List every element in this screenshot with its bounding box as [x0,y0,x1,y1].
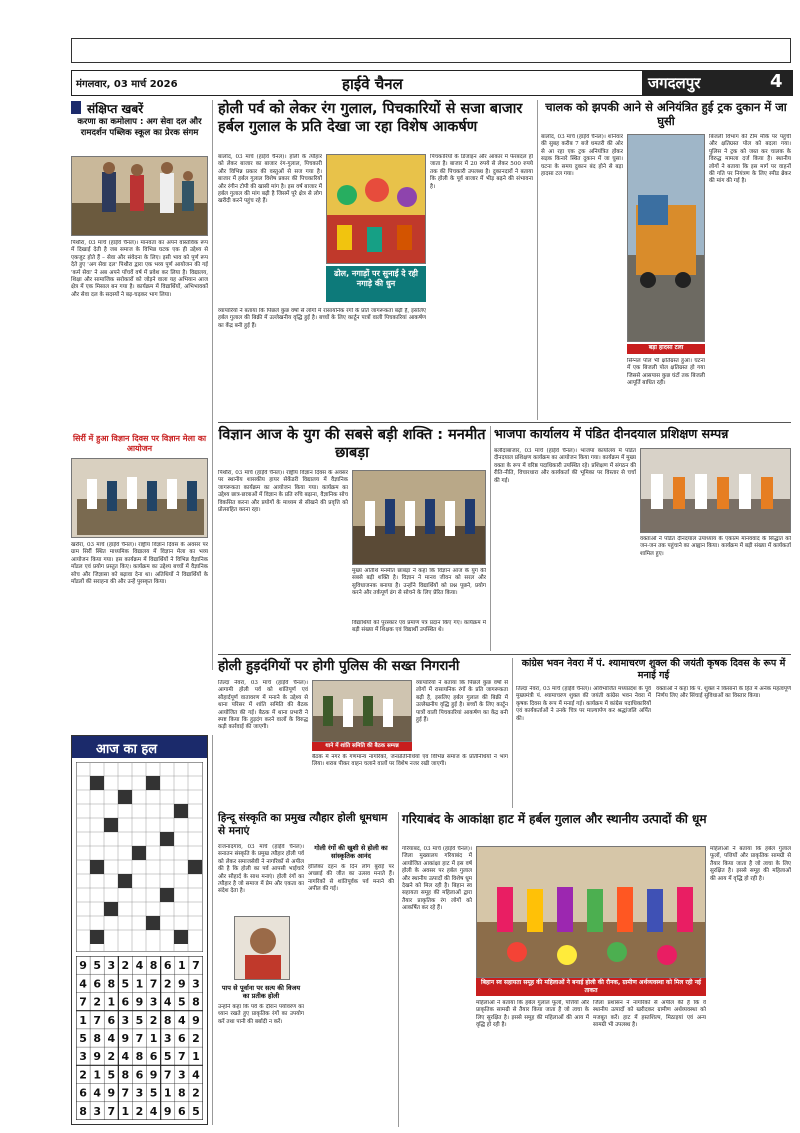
sudoku-cell: 8 [149,959,158,973]
police-photo-art [313,681,412,742]
holi-culture-portrait [234,916,290,980]
bjp-body-2: वक्ताओं ने पंडित दीनदयाल उपाध्याय के एकात्म मानववाद के सिद्धांत को जन-जन तक पहुंचाने का आह्वान किया। कार्यक्रम में बड़ी संख्या में कार्यकर्ता शामिल हुए। [640,536,791,557]
sudoku-cell: 9 [178,977,186,991]
sudoku-cell: 1 [192,1050,200,1064]
sudoku-cell: 9 [135,995,144,1009]
sudoku-cell: 6 [149,1050,158,1064]
col-divider-4 [512,658,513,808]
sudoku-cell: 3 [79,1050,87,1064]
sudoku-cell: 4 [93,1086,101,1100]
holi-culture-portrait-art [235,917,290,980]
col-divider-1 [212,100,213,670]
sudoku-cell: 3 [93,1104,101,1118]
sudoku-cell: 2 [163,977,172,991]
holi-market-body-3: पिचकारियों के डिजाइन और आकार में फेरबदल हो जाता है। बाजार में 20 रुपये से लेकर 500 रुपये तक की पिचकारी उपलब्ध है। दुकानदारों ने बताया कि होली के पूर्व बाजार में भीड़ बढ़ने की संभावना है। [430,154,533,190]
science-photo-art [353,471,486,565]
sudoku-cell: 3 [178,1068,186,1082]
sudoku-cell: 6 [135,1068,144,1082]
sudoku-cell: 9 [149,1068,158,1082]
sudoku-cell: 6 [107,1013,116,1027]
police-body-3: व्यापारियों ने बताया कि पिछले कुछ वर्षों से लोगों में रासायनिक रंगों के प्रति जागरूकता बढ़ी है, इसलिए हर्बल गुलाल की बिक्री में उल्लेखनीय वृद्धि हुई है। बच्चों के लिए कार्टून पात्रों वाली पिचकारियां आकर्षण का केंद्र बनी हुई हैं। [416,680,508,724]
sudoku-cell: 4 [149,1104,158,1118]
sudoku-cell: 7 [79,995,87,1009]
holi-market-caption: ढोल, नगाड़ों पर सुनाई दे रही नगाड़े की धुन [326,266,426,302]
sudoku-cell: 3 [163,1032,172,1045]
brief-sub-body: खरोरा, 03 मार्च (हाईवे चैनल)। राष्ट्रीय विज्ञान दिवस के अवसर पर ग्राम सिर्री स्थित माध्यमिक विद्यालय में विज्ञान मेला का भव्य आयोजन किया गया। इस कार्यक्रम में विद्यार्थियों ने विभिन्न वैज्ञानिक मॉडल एवं प्रयोग प्रस्तुत किए। कार्यक्रम का उद्देश्य बच्चों में वैज्ञानिक सोच और जिज्ञासा को बढ़ावा देना था। अतिथियों ने विद्यार्थियों के मॉडलों की सराहना की और उन्हें पुरस्कृत किया। [71,542,208,586]
sudoku-cell: 8 [107,977,116,991]
police-caption: थाने में शांति समिति की बैठक सम्पन्न [312,742,412,751]
sudoku-cell: 3 [135,1086,144,1100]
sudoku-cell: 5 [178,995,186,1009]
masthead-city: जगदलपुर [648,74,701,92]
sudoku-cell: 5 [107,1068,116,1082]
congress-headline: कांग्रेस भवन नेवरा में पं. श्यामाचरण शुक्ल की जयंती कृषक दिवस के रूप में मनाई गई [521,658,786,681]
police-body-1: तिल्दा नेवरा, 03 मार्च (हाईवे चैनल)। आगामी होली पर्व को शांतिपूर्ण एवं सौहार्दपूर्ण वातावरण में मनाने के उद्देश्य से थाना परिसर में शांति समिति की बैठक आयोजित की गई। बैठक में थाना प्रभारी ने स्पष्ट किया कि हुड़दंग करने वालों के विरुद्ध कड़ी कार्रवाई की जाएगी। [218,680,308,731]
row-divider-2 [218,654,791,655]
sudoku-cell: 6 [93,977,101,991]
sudoku-cell: 1 [178,959,186,973]
sudoku-cell: 1 [93,1068,101,1082]
holi-market-article [218,100,533,420]
truck-accident-body-1: बालोद, 03 मार्च (हाईवे चैनल)। शनिवार की सुबह करीब 7 बजे धमतरी की ओर से आ रहा एक ट्रक अनियंत्रित होकर सड़क किनारे स्थित दुकान में जा घुसा। घटना के समय दुकान बंद होने से बड़ा हादसा टल गया। [541,134,623,178]
sudoku-cell: 7 [107,1104,116,1118]
congress-body-2: वक्ताओं ने कहा कि पं. शुक्ल ने किसानों के हित में अनेक महत्वपूर्ण निर्णय लिए और सिंचाई सुविधाओं का विस्तार किया। [656,686,791,700]
science-body-2: मुख्य अतिथि मनमीत छाबड़ा ने कहा कि विज्ञान आज के युग की सबसे बड़ी शक्ति है। विज्ञान ने मानव जीवन को सरल और सुविधाजनक बनाया है। उन्होंने विद्यार्थियों को प्रश्न पूछने, प्रयोग करने और तर्कपूर्ण ढंग से सोचने के लिए प्रेरित किया। [352,568,486,597]
police-photo [312,680,412,742]
sudoku-cell: 8 [93,1032,101,1045]
sudoku-cell: 7 [93,1013,101,1027]
brief-photo-art [72,157,208,236]
police-article [218,658,508,808]
sudoku-cell: 5 [121,977,130,991]
sudoku-cell: 9 [79,959,87,973]
holi-market-photo-1 [326,154,426,264]
brief-header-text: संक्षिप्त खबरें [87,102,144,116]
bjp-body-1: बलौदाबाजार, 03 मार्च (हाईवे चैनल)। भाजपा कार्यालय में पंडित दीनदयाल प्रशिक्षण कार्यक्रम का आयोजन किया गया। कार्यक्रम में मुख्य वक्ता के रूप में वरिष्ठ पदाधिकारी उपस्थित रहे। प्रशिक्षण में संगठन की रीति-नीति, विचारधारा और कार्यकर्ता की भूमिका पर विस्तार से चर्चा की गई। [494,448,636,484]
sudoku-cell: 3 [107,959,116,973]
sudoku-cell: 3 [192,977,200,991]
sudoku-cell: 5 [135,1013,144,1027]
sudoku-cell: 4 [163,995,172,1009]
sudoku-cell: 4 [178,1013,186,1027]
sudoku-cell: 2 [93,995,101,1009]
sudoku-grid [76,956,203,1120]
sudoku-cell: 4 [107,1032,116,1045]
police-body-2: बैठक में नगर के गणमान्य नागरिकों, जनप्रतिनिधियों एवं विभिन्न समाज के प्रतिनिधियों ने भाग लिया। शराब पीकर वाहन चलाने वालों पर विशेष नजर रखी जाएगी। [312,754,508,768]
sudoku-cell: 2 [107,1050,116,1064]
brief-sub-photo [71,458,208,538]
puzzle-title-bar [72,736,207,758]
science-headline: विज्ञान आज के युग की सबसे बड़ी शक्ति : मनमीत छाबड़ा [218,427,486,461]
sudoku-cell: 2 [121,959,130,973]
holi-market-body-2: व्यापारियों ने बताया कि पिछले कुछ वर्षों से लोगों में रासायनिक रंगों के प्रति जागरूकता बढ़ी है, इसलिए हर्बल गुलाल की बिक्री में उल्लेखनीय वृद्धि हुई है। बच्चों के लिए कार्टून पात्रों वाली पिचकारियां आकर्षण का केंद्र बनी हुई हैं। [218,308,426,329]
sudoku-cell: 1 [163,1086,172,1100]
sudoku-grid-art [76,956,203,1120]
sudoku-cell: 2 [79,1068,87,1082]
sudoku-cell: 5 [192,1104,200,1118]
sudoku-cell: 6 [163,959,172,973]
sudoku-cell: 9 [163,1104,172,1118]
sudoku-cell: 3 [149,995,158,1009]
col-divider-6 [398,812,399,1127]
sudoku-cell: 7 [135,1032,144,1045]
col-divider-2 [537,100,538,420]
sudoku-cell: 2 [135,1104,144,1118]
sudoku-cell: 9 [192,1013,200,1027]
science-body-3: विद्यार्थियों को पुरस्कार एवं प्रमाण पत्र प्रदान किए गए। कार्यक्रम में बड़ी संख्या में शिक्षक एवं विद्यार्थी उपस्थित थे। [352,620,486,634]
sudoku-cell: 9 [93,1050,101,1064]
masthead-section: हाईवे चैनल [342,75,403,93]
brief-photo [71,156,208,236]
sudoku-cell: 2 [149,1013,158,1027]
holi-market-body-1: बालोद, 03 मार्च (हाईवे चैनल)। होली के त्यौहार को लेकर बाजार का बाजार रंग-गुलाल, पिचकारी और विभिन्न प्रकार की वस्तुओं से सज गया है। बाजार में हर्बल गुलाल विशेष प्रकार की पिचकारियों और रंगीन टोपी की खासी मांग है। इस वर्ष बाजार में हर्बल गुलाल की मांग बढ़ी है जिसमें पूरे क्षेत्र से लोग खरीदी करने पहुंच रहे हैं। [218,154,322,205]
holi-culture-body-2: उन्होंने कहा कि पर्व के दौरान पर्यावरण का ध्यान रखते हुए प्राकृतिक रंगों का उपयोग करें तथा पानी की बर्बादी न करें। [218,1004,304,1025]
sudoku-cell: 1 [79,1013,87,1027]
science-article [218,426,486,651]
sudoku-cell: 6 [79,1086,87,1100]
gariaband-caption: बिहान स्व सहायता समूह की महिलाओं ने बनाई होली की रौनक, ग्रामीण अर्थव्यवस्था को मिल रही नई ताकत [476,978,706,996]
gariaband-photo [476,846,706,978]
gariaband-body-3: जिला प्रशासन ने नागरिकों से अपील की है कि वे स्थानीय उत्पादों को खरीदकर ग्रामीण अर्थव्यवस्था को मजबूत करें। हाट में हस्तशिल्प, मिठाइयां एवं अन्य सामग्री भी उपलब्ध है। [593,1000,706,1029]
bjp-photo-art [641,449,791,533]
sudoku-cell: 7 [121,1086,130,1100]
sudoku-cell: 8 [121,1068,130,1082]
masthead-date: मंगलवार, 03 मार्च 2026 [76,79,178,90]
truck-accident-article [541,100,791,420]
holi-culture-sub-2: गोली रंगों की खुशी से होली का सांस्कृतिक आनंद [314,844,388,860]
sudoku-cell: 8 [178,1086,186,1100]
gariaband-body-1: गरियाबंद, 03 मार्च (हाईवे चैनल)। जिला मुख्यालय गरियाबंद में आयोजित आकांक्षा हाट में इस वर्ष होली के अवसर पर हर्बल गुलाल और स्थानीय उत्पादों की विशेष धूम देखने को मिल रही है। बिहान स्व सहायता समूह की महिलाओं द्वारा तैयार प्राकृतिक रंग लोगों को आकर्षित कर रहे हैं। [402,846,472,912]
crossword-grid [76,762,203,952]
sudoku-cell: 4 [135,959,144,973]
holi-market-headline: होली पर्व को लेकर रंग गुलाल, पिचकारियों से सजा बाजार हर्बल गुलाल के प्रति देखा जा रहा विशेष आकर्षण [218,101,523,135]
holi-culture-headline: हिन्दू संस्कृति का प्रमुख त्यौहार होली धूमधाम से मनाएं [218,812,388,837]
sudoku-cell: 7 [178,1050,186,1064]
police-headline: होली हुड़दंगियों पर होगी पुलिस की सख्त निगरानी [218,658,460,674]
holi-culture-body-3: होलिका दहन के दिन लोग बुराई पर अच्छाई की जीत का उत्सव मनाते हैं। नागरिकों से शांतिपूर्वक पर्व मनाने की अपील की गई। [308,864,394,893]
truck-accident-caption-text: बड़ा हादसा टला [648,344,684,351]
sudoku-cell: 1 [135,977,144,991]
truck-accident-photo [627,134,705,342]
sudoku-cell: 7 [192,959,200,973]
sudoku-cell: 6 [178,1104,186,1118]
sudoku-cell: 3 [121,1013,130,1027]
crossword-grid-art [76,762,203,952]
row-divider-1 [218,422,791,423]
congress-article [516,658,791,808]
bjp-article [494,426,791,651]
gariaband-article [402,812,791,1127]
brief-headline: करणा का कमोलाप : अग सेवा दल और रामदर्शन पब्लिक स्कूल का प्रेरक संगम [77,117,202,138]
gariaband-photo-art [477,847,706,978]
sudoku-cell: 4 [192,1068,200,1082]
sudoku-cell: 9 [107,1086,116,1100]
sudoku-cell: 7 [163,1068,172,1082]
science-body-1: पिथौरा, 03 मार्च (हाईवे चैनल)। राष्ट्रीय विज्ञान दिवस के अवसर पर स्थानीय शासकीय हायर सेकेंडरी विद्यालय में वैज्ञानिक जागरूकता कार्यक्रम का आयोजन किया गया। कार्यक्रम का उद्देश्य छात्र-छात्राओं में विज्ञान के प्रति रुचि बढ़ाना, वैज्ञानिक सोच विकसित करना और प्रयोगों के माध्यम से सीखने की प्रवृत्ति को प्रोत्साहित करना रहा। [218,470,348,514]
truck-accident-caption [627,344,705,354]
truck-accident-body-3: बिजली विभाग की टीम मौके पर पहुंची और क्षतिग्रस्त पोल को बदला गया। पुलिस ने ट्रक को जब्त कर चालक के विरुद्ध मामला दर्ज किया है। स्थानीय लोगों ने बताया कि इस मार्ग पर वाहनों की गति पर नियंत्रण के लिए स्पीड ब्रेकर की मांग की गई है। [709,134,791,185]
sudoku-cell: 6 [178,1032,186,1045]
sudoku-cell: 7 [149,977,158,991]
puzzle-title: आज का हल [96,742,158,757]
brief-column [71,100,208,540]
holi-culture-body-1: राजनांदगांव, 03 मार्च (हाईवे चैनल)। सनातन संस्कृति के प्रमुख त्यौहार होली पर्व को लेकर समाजसेवी ने नागरिकों से अपील की है कि होली का पर्व आपसी भाईचारे और सौहार्द के साथ मनाएं। होली रंगों का त्यौहार है जो समाज में प्रेम और एकता का संदेश देता है। [218,844,304,895]
puzzle-box [71,735,208,1125]
sudoku-cell: 2 [192,1086,200,1100]
gariaband-headline: गरियाबंद के आकांक्षा हाट में हर्बल गुलाल और स्थानीय उत्पादों की धूम [402,812,707,826]
congress-body-1: तिल्दा नेवरा, 03 मार्च (हाईवे चैनल)। अविभाजित मध्यप्रदेश के पूर्व मुख्यमंत्री पं. श्यामाचरण शुक्ल की जयंती कांग्रेस भवन नेवरा में कृषक दिवस के रूप में मनाई गई। कार्यक्रम में कांग्रेस पदाधिकारियों एवं कार्यकर्ताओं ने उनके चित्र पर माल्यार्पण कर श्रद्धांजलि अर्पित की। [516,686,651,722]
sudoku-cell: 1 [149,1032,158,1045]
sudoku-cell: 5 [93,959,101,973]
sudoku-cell: 8 [135,1050,144,1064]
sudoku-cell: 9 [121,1032,130,1045]
gariaband-body-4: महिलाओं ने बताया कि हर्बल गुलाल फूलों, पत्तियों और प्राकृतिक सामग्री से तैयार किया जाता है जो त्वचा के लिए सुरक्षित है। इससे समूह की महिलाओं की आय में वृद्धि हो रही है। [710,846,791,882]
brief-sub-headline: सिर्री में हुआ विज्ञान दिवस पर विज्ञान मेला का आयोजन [72,434,207,453]
top-ad-box [71,38,791,63]
sudoku-cell: 2 [192,1032,200,1045]
bjp-headline: भाजपा कार्यालय में पंडित दीनदयाल प्रशिक्षण सम्पन्न [494,426,729,441]
sudoku-cell: 1 [107,995,116,1009]
gariaband-body-2: महिलाओं ने बताया कि हर्बल गुलाल फूलों, पत्तियों और प्राकृतिक सामग्री से तैयार किया जाता है जो त्वचा के लिए सुरक्षित है। इससे समूह की महिलाओं की आय में वृद्धि हो रही है। [476,1000,589,1029]
sudoku-cell: 6 [121,995,130,1009]
truck-accident-photo-art [628,135,705,342]
sudoku-cell: 1 [121,1104,130,1118]
col-divider-5 [212,735,213,1125]
holi-market-photo-1-art [327,155,426,264]
holi-culture-sub-1: पाप से पूर्वाना पर सत्य की विजय का प्रतीक होली [221,984,301,1000]
sudoku-cell: 4 [79,977,87,991]
holi-culture-article [218,812,394,1127]
sudoku-cell: 8 [163,1013,172,1027]
brief-sub-photo-art [72,459,208,538]
masthead-city-box [642,70,793,96]
sudoku-cell: 5 [79,1032,87,1045]
sudoku-cell: 4 [121,1050,130,1064]
bjp-photo [640,448,791,533]
truck-accident-headline: चालक को झपकी आने से अनियंत्रित हुई ट्रक दुकान में जा घुसी [545,100,787,128]
col-divider-3 [490,426,491,651]
brief-body: पिथौरा, 03 मार्च (हाईवे चैनल)। मानवता का अपने वास्तविक रूप में दिखाई देती है जब समाज के विभिन्न घटक एक ही उद्देश्य से एकजुट होते हैं – सेवा और संवेदना के लिए। इसी भाव को पूर्ण रूप देते हुए 'अग सेवा दल' पिथौरा द्वारा एक भव्य पूर्ण आयोजन की गई 'कर्म सेवा' ने अब अपने पाँचवें वर्ष में प्रवेश कर लिया है। विद्यालय, शिक्षा और सामाजिक सरोकारों को जोड़ने वाला यह अभियान आज क्षेत्र में एक मिसाल बन गया है। कार्यक्रम में विद्यार्थियों, अभिभावकों और सेवा दल के सदस्यों ने बढ़-चढ़कर भाग लिया। [71,240,208,298]
sudoku-cell: 5 [163,1050,172,1064]
sudoku-cell: 5 [149,1086,158,1100]
masthead-page-number: 4 [770,71,783,92]
truck-accident-body-2: सिग्नल पोल भी क्षतिग्रस्त हुआ। घटना में एक बिजली पोल क्षतिग्रस्त हो गया जिससे आसपास कुछ घंटों तक बिजली आपूर्ति बाधित रही। [627,358,705,387]
masthead [71,70,791,96]
brief-header-marker [71,101,81,114]
science-photo [352,470,486,565]
sudoku-cell: 8 [192,995,200,1009]
brief-header [71,100,208,115]
sudoku-cell: 8 [79,1104,87,1118]
